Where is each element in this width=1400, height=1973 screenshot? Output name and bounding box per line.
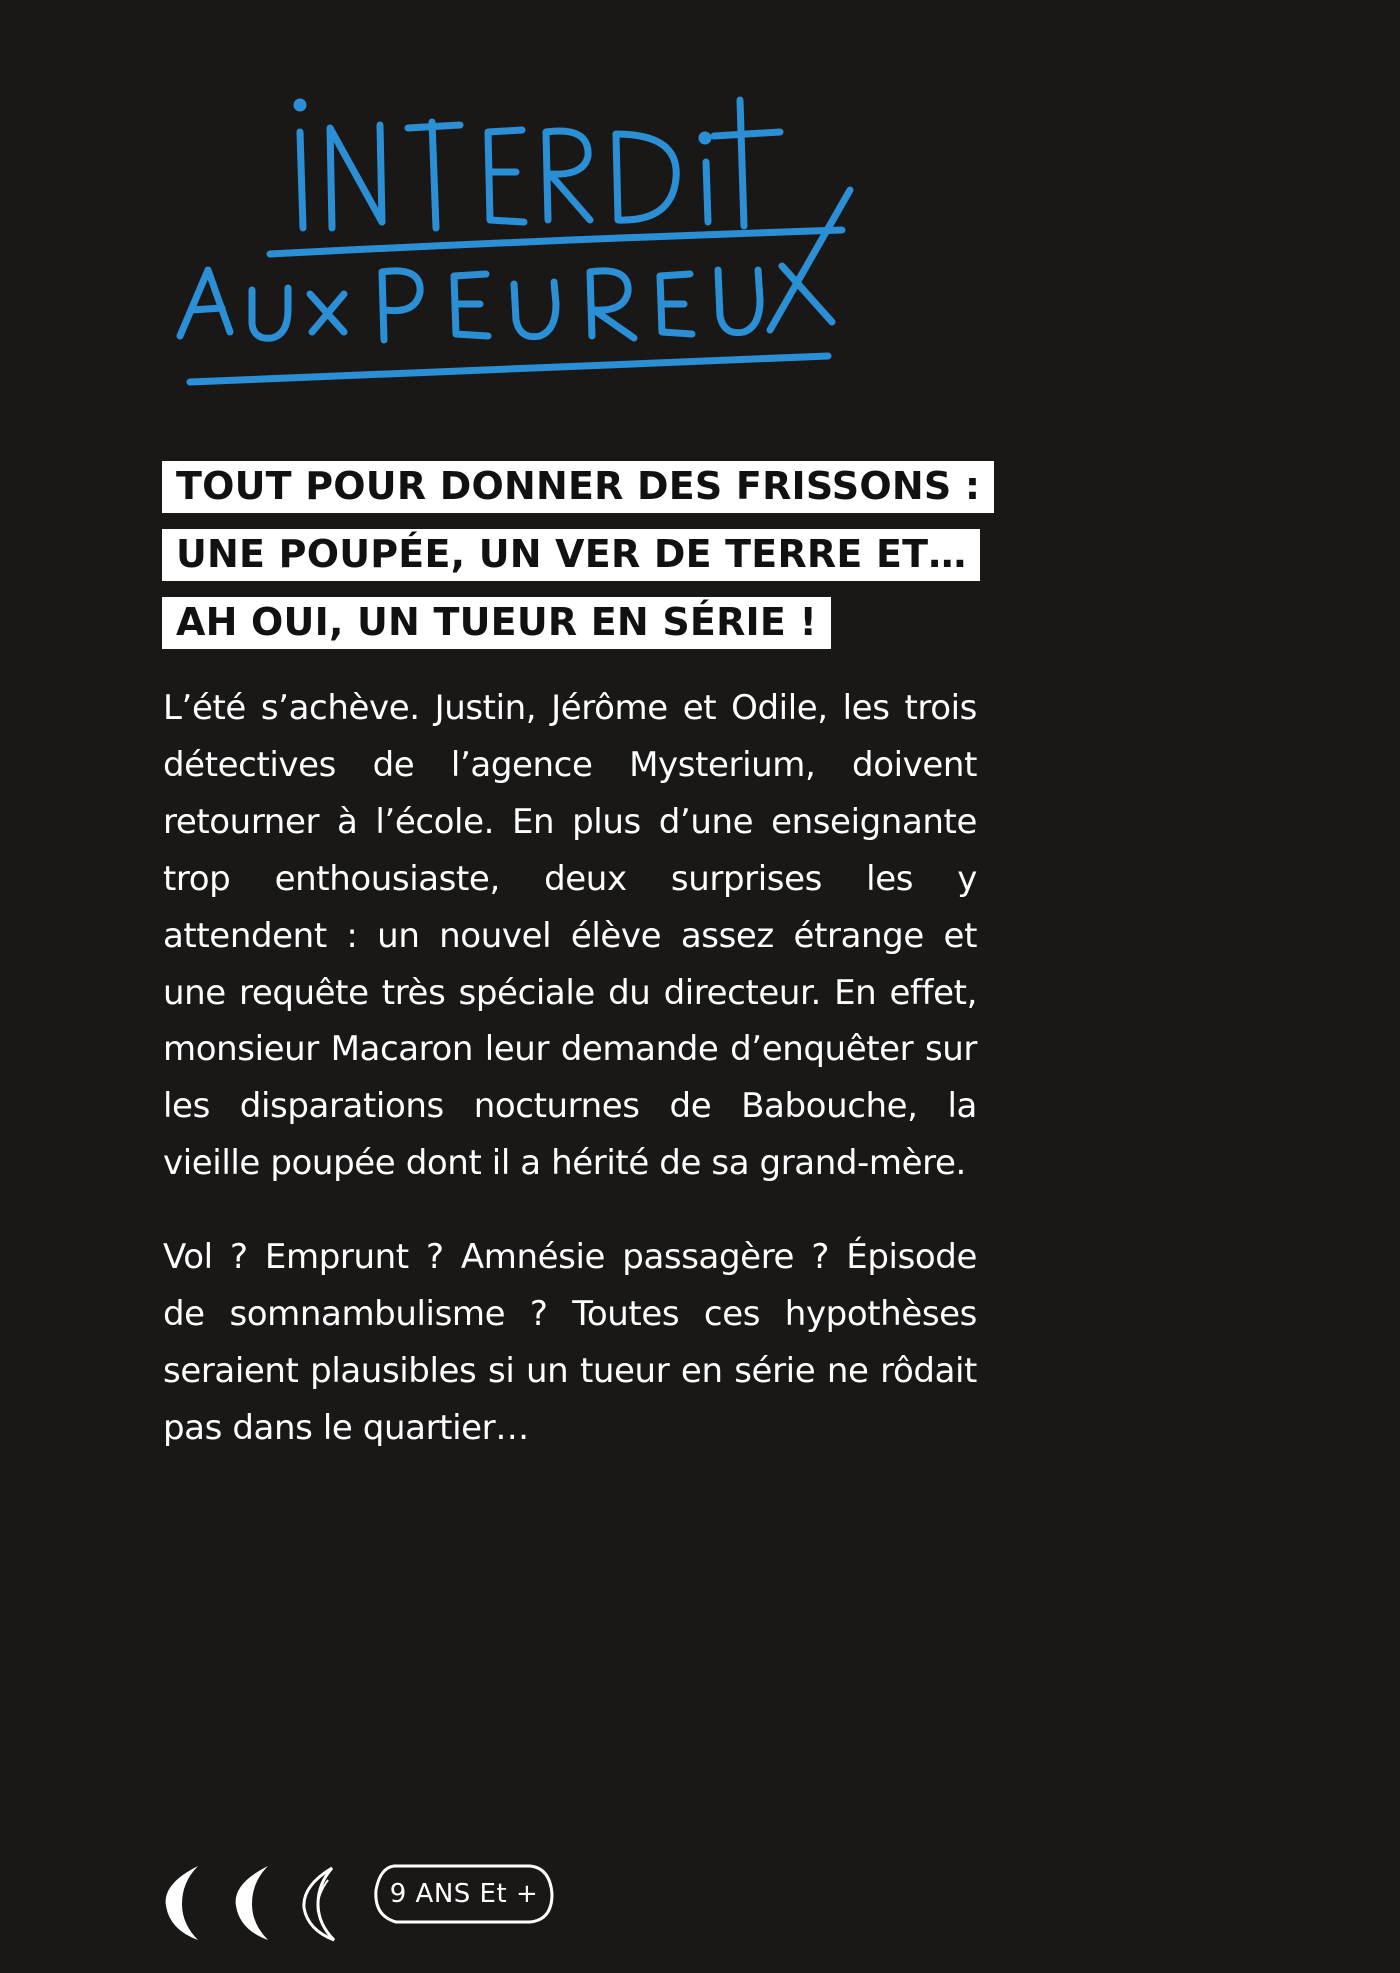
tagline-line-1: TOUT POUR DONNER DES FRISSONS : [162,461,994,513]
age-badge [370,1860,558,1928]
tagline-line-3: AH OUI, UN TUEUR EN SÉRIE ! [162,597,831,649]
synopsis [163,680,977,1457]
synopsis-paragraph-2: Vol ? Emprunt ? Amnésie passagère ? Épisode de somnambulisme ? Toutes ces hypothèses seraient plausibles si un tueur en série ne rôdait pas dans le quartier… [163,1237,977,1448]
tagline-block [162,461,1002,665]
handwritten-title [160,70,1000,430]
synopsis-paragraph-1: L’été s’achève. Justin, Jérôme et Odile, les trois détectives de l’agence Mysterium, doivent retourner à l’école. En plus d’une enseignante trop enthousiaste, deux surprises les y attendent : un nouvel élève assez étrange et une requête très spéciale du directeur. En effet, monsieur Macaron leur demande d’enquêter sur les disparations nocturnes de Babouche, la vieille poupée dont il a hérité de sa grand-mère. [163,688,977,1184]
age-badge-label: 9 ANS Et + [389,1879,539,1909]
tagline-line-2: UNE POUPÉE, UN VER DE TERRE ET… [162,529,980,581]
crescent-moons-icon [160,1862,360,1942]
